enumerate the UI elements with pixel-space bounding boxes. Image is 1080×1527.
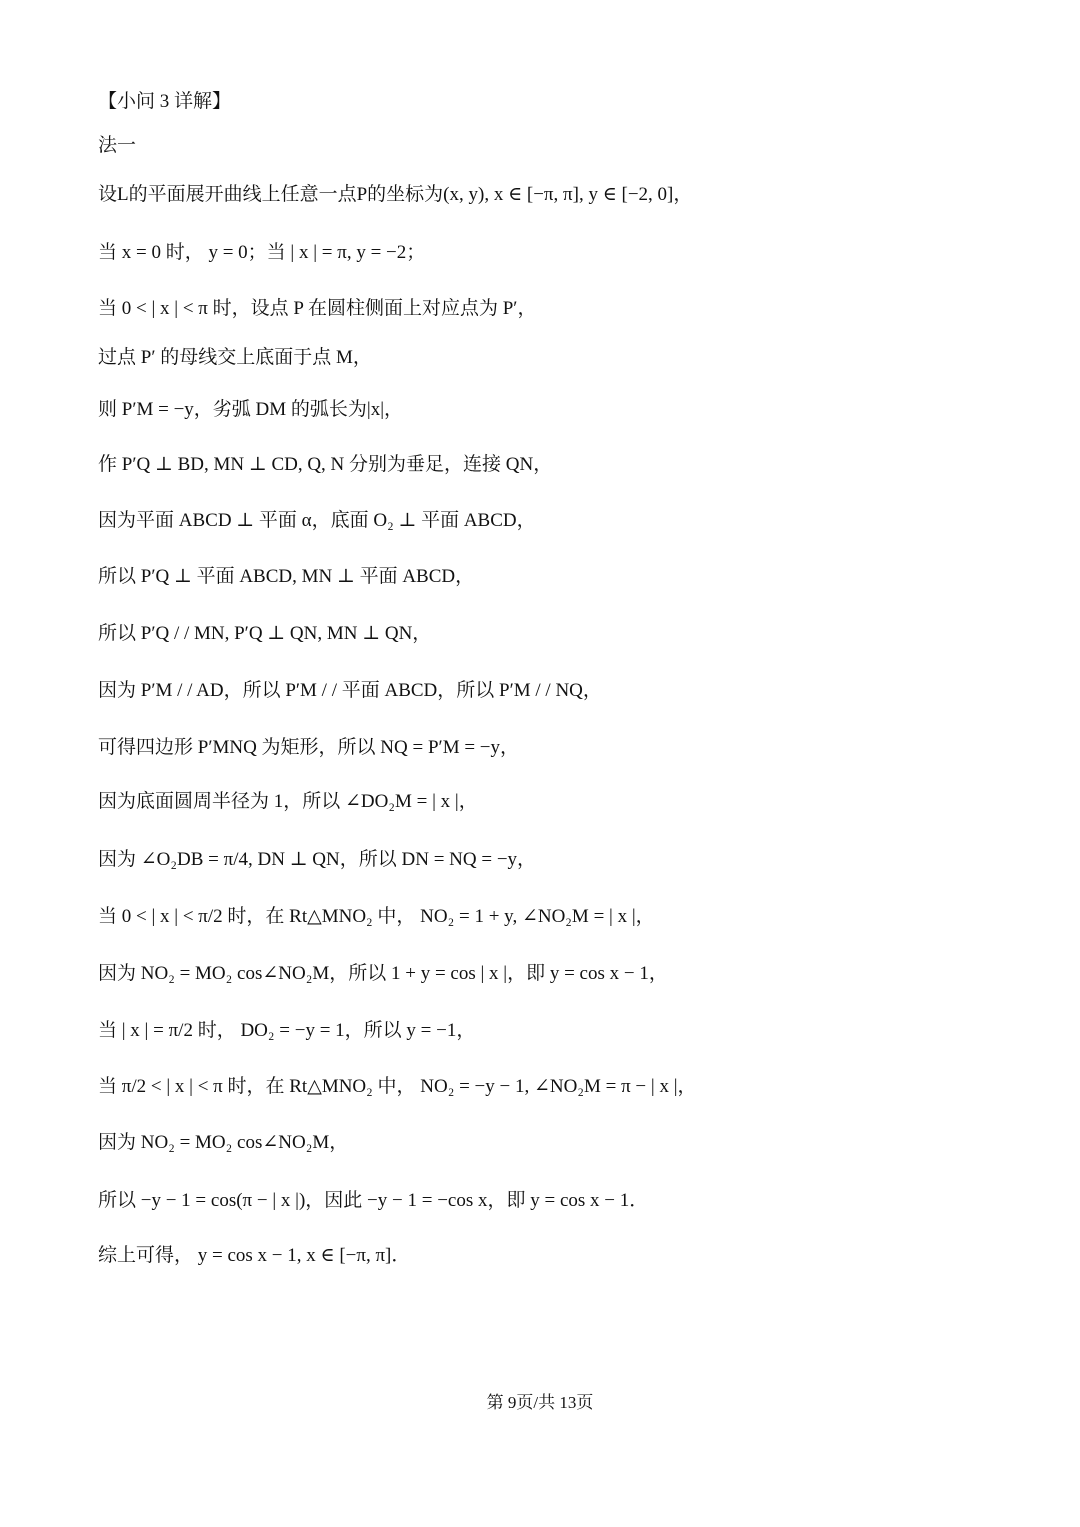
solution-line: 所以 P′Q ⊥ 平面 ABCD, MN ⊥ 平面 ABCD， xyxy=(98,566,475,587)
solution-line: 当 π/2 < | x | < π 时，在 Rt△MNO₂ 中， NO₂ = −y − 1, ∠NO₂M = π − | x |， xyxy=(98,1076,697,1097)
solution-line: 当 | x | = π/2 时， DO₂ = −y = 1，所以 y = −1， xyxy=(98,1020,476,1041)
solution-line: 作 P′Q ⊥ BD, MN ⊥ CD, Q, N 分别为垂足，连接 QN， xyxy=(98,454,553,475)
solution-line: 设L的平面展开曲线上任意一点P的坐标为(x, y), x ∈ [−π, π], y ∈ [−2, 0]， xyxy=(98,184,693,205)
solution-line: 则 P′M = −y，劣弧 DM 的弧长为|x|， xyxy=(98,399,404,420)
solution-line: 当 x = 0 时， y = 0；当 | x | = π, y = −2； xyxy=(98,242,426,263)
solution-line: 因为 P′M / / AD，所以 P′M / / 平面 ABCD，所以 P′M / / NQ， xyxy=(98,680,602,701)
solution-line: 因为 NO₂ = MO₂ cos∠NO₂M， xyxy=(98,1132,349,1153)
method-label: 法一 xyxy=(98,135,137,156)
solution-line: 所以 P′Q / / MN, P′Q ⊥ QN, MN ⊥ QN， xyxy=(98,623,432,644)
solution-line: 当 0 < | x | < π 时，设点 P 在圆柱侧面上对应点为 P′， xyxy=(98,298,537,319)
section-title: 【小问 3 详解】 xyxy=(98,91,232,112)
solution-line: 当 0 < | x | < π/2 时，在 Rt△MNO₂ 中， NO₂ = 1 + y, ∠NO₂M = | x |， xyxy=(98,906,655,927)
solution-line: 因为底面圆周半径为 1，所以 ∠DO₂M = | x |， xyxy=(98,791,478,812)
solution-line: 所以 −y − 1 = cos(π − | x |)，因此 −y − 1 = −cos x，即 y = cos x − 1． xyxy=(98,1190,649,1211)
solution-line: 可得四边形 P′MNQ 为矩形，所以 NQ = P′M = −y， xyxy=(98,737,520,758)
page-footer: 第 9页/共 13页 xyxy=(486,1393,594,1412)
solution-line: 因为 ∠O₂DB = π/4, DN ⊥ QN，所以 DN = NQ = −y， xyxy=(98,849,537,870)
solution-line: 过点 P′ 的母线交上底面于点 M， xyxy=(98,347,372,368)
solution-line: 综上可得， y = cos x − 1, x ∈ [−π, π]． xyxy=(98,1245,411,1266)
solution-line: 因为 NO₂ = MO₂ cos∠NO₂M，所以 1 + y = cos | x |，即 y = cos x − 1， xyxy=(98,963,668,984)
solution-line: 因为平面 ABCD ⊥ 平面 α，底面 O₂ ⊥ 平面 ABCD， xyxy=(98,510,536,531)
